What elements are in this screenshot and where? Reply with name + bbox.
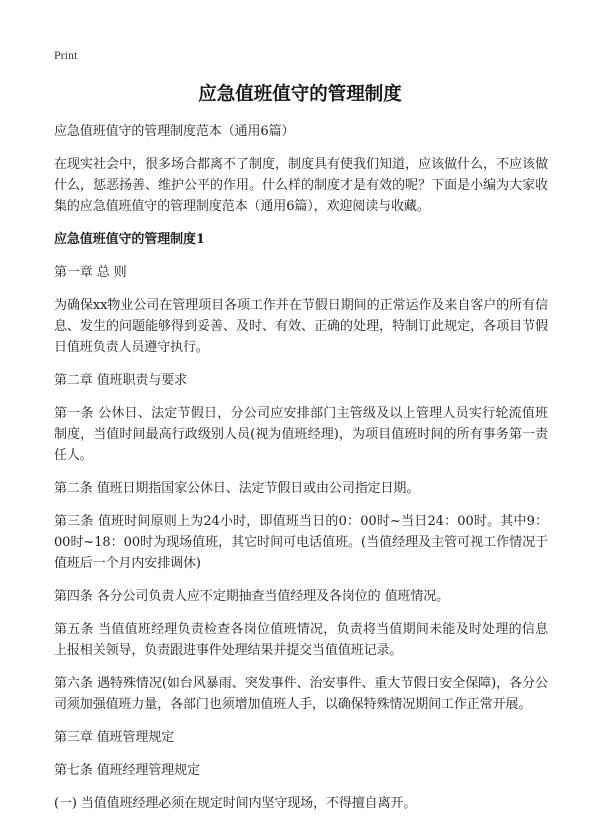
list-item: (一) 当值值班经理必须在规定时间内坚守现场，不得擅自离开。 — [54, 796, 417, 811]
document-body — [54, 121, 548, 826]
chapter-heading: 第二章 值班职责与要求 — [54, 373, 188, 388]
intro-paragraph: 在现实社会中，很多场合都离不了制度，制度具有使我们知道，应该做什么，不应该做什么，惩恶扬善、维护公平的作用。什么样的制度才是有效的呢？下面是小编为大家收集的应急值班值守的管理制度范本（通用6篇），欢迎阅读与收藏。 — [54, 157, 548, 214]
chapter-heading: 第三章 值班管理规定 — [54, 730, 175, 745]
article-paragraph: 第六条 遇特殊情况(如台风暴雨、突发事件、治安事件、重大节假日安全保障)，各分公司须加强值班力量，各部门也须增加值班人手，以确保特殊情况期间工作正常开展。 — [54, 676, 548, 712]
page-title: 应急值班值守的管理制度 — [198, 84, 402, 105]
article-paragraph: 第七条 值班经理管理规定 — [54, 763, 200, 778]
section-heading: 应急值班值守的管理制度1 — [54, 232, 205, 247]
article-paragraph: 第一条 公休日、法定节假日，分公司应安排部门主管级及以上管理人员实行轮流值班制度，当值时间最高行政级别人员(视为值班经理)，为项目值班时间的所有事务第一责任人。 — [54, 406, 548, 463]
article-paragraph: 第二条 值班日期指国家公休日、法定节假日或由公司指定日期。 — [54, 481, 420, 496]
article-paragraph: 第五条 当值值班经理负责检查各岗位值班情况，负责将当值期间未能及时处理的信息上报相关领导，负责跟进事件处理结果并提交当值值班记录。 — [54, 622, 548, 658]
chapter-heading: 第一章 总 则 — [54, 265, 127, 280]
article-paragraph: 第三条 值班时间原则上为24小时，即值班当日的0：00时~当日24：00时。其中9：00时~18：00时为现场值班，其它时间可电话值班。(当值经理及主管可视工作情况于值班后一个月内安排调休) — [54, 514, 548, 571]
article-paragraph: 第四条 各分公司负责人应不定期抽查当值经理及各岗位的 值班情况。 — [54, 589, 450, 604]
paragraph: 为确保xx物业公司在管理项目各项工作并在节假日期间的正常运作及来自客户的所有信息、发生的问题能够得到妥善、及时、有效、正确的处理，特制订此规定，各项目节假日值班负责人员遵守执行。 — [54, 298, 548, 355]
document-subtitle: 应急值班值守的管理制度范本（通用6篇） — [54, 124, 295, 139]
print-link[interactable]: Print — [54, 48, 78, 62]
